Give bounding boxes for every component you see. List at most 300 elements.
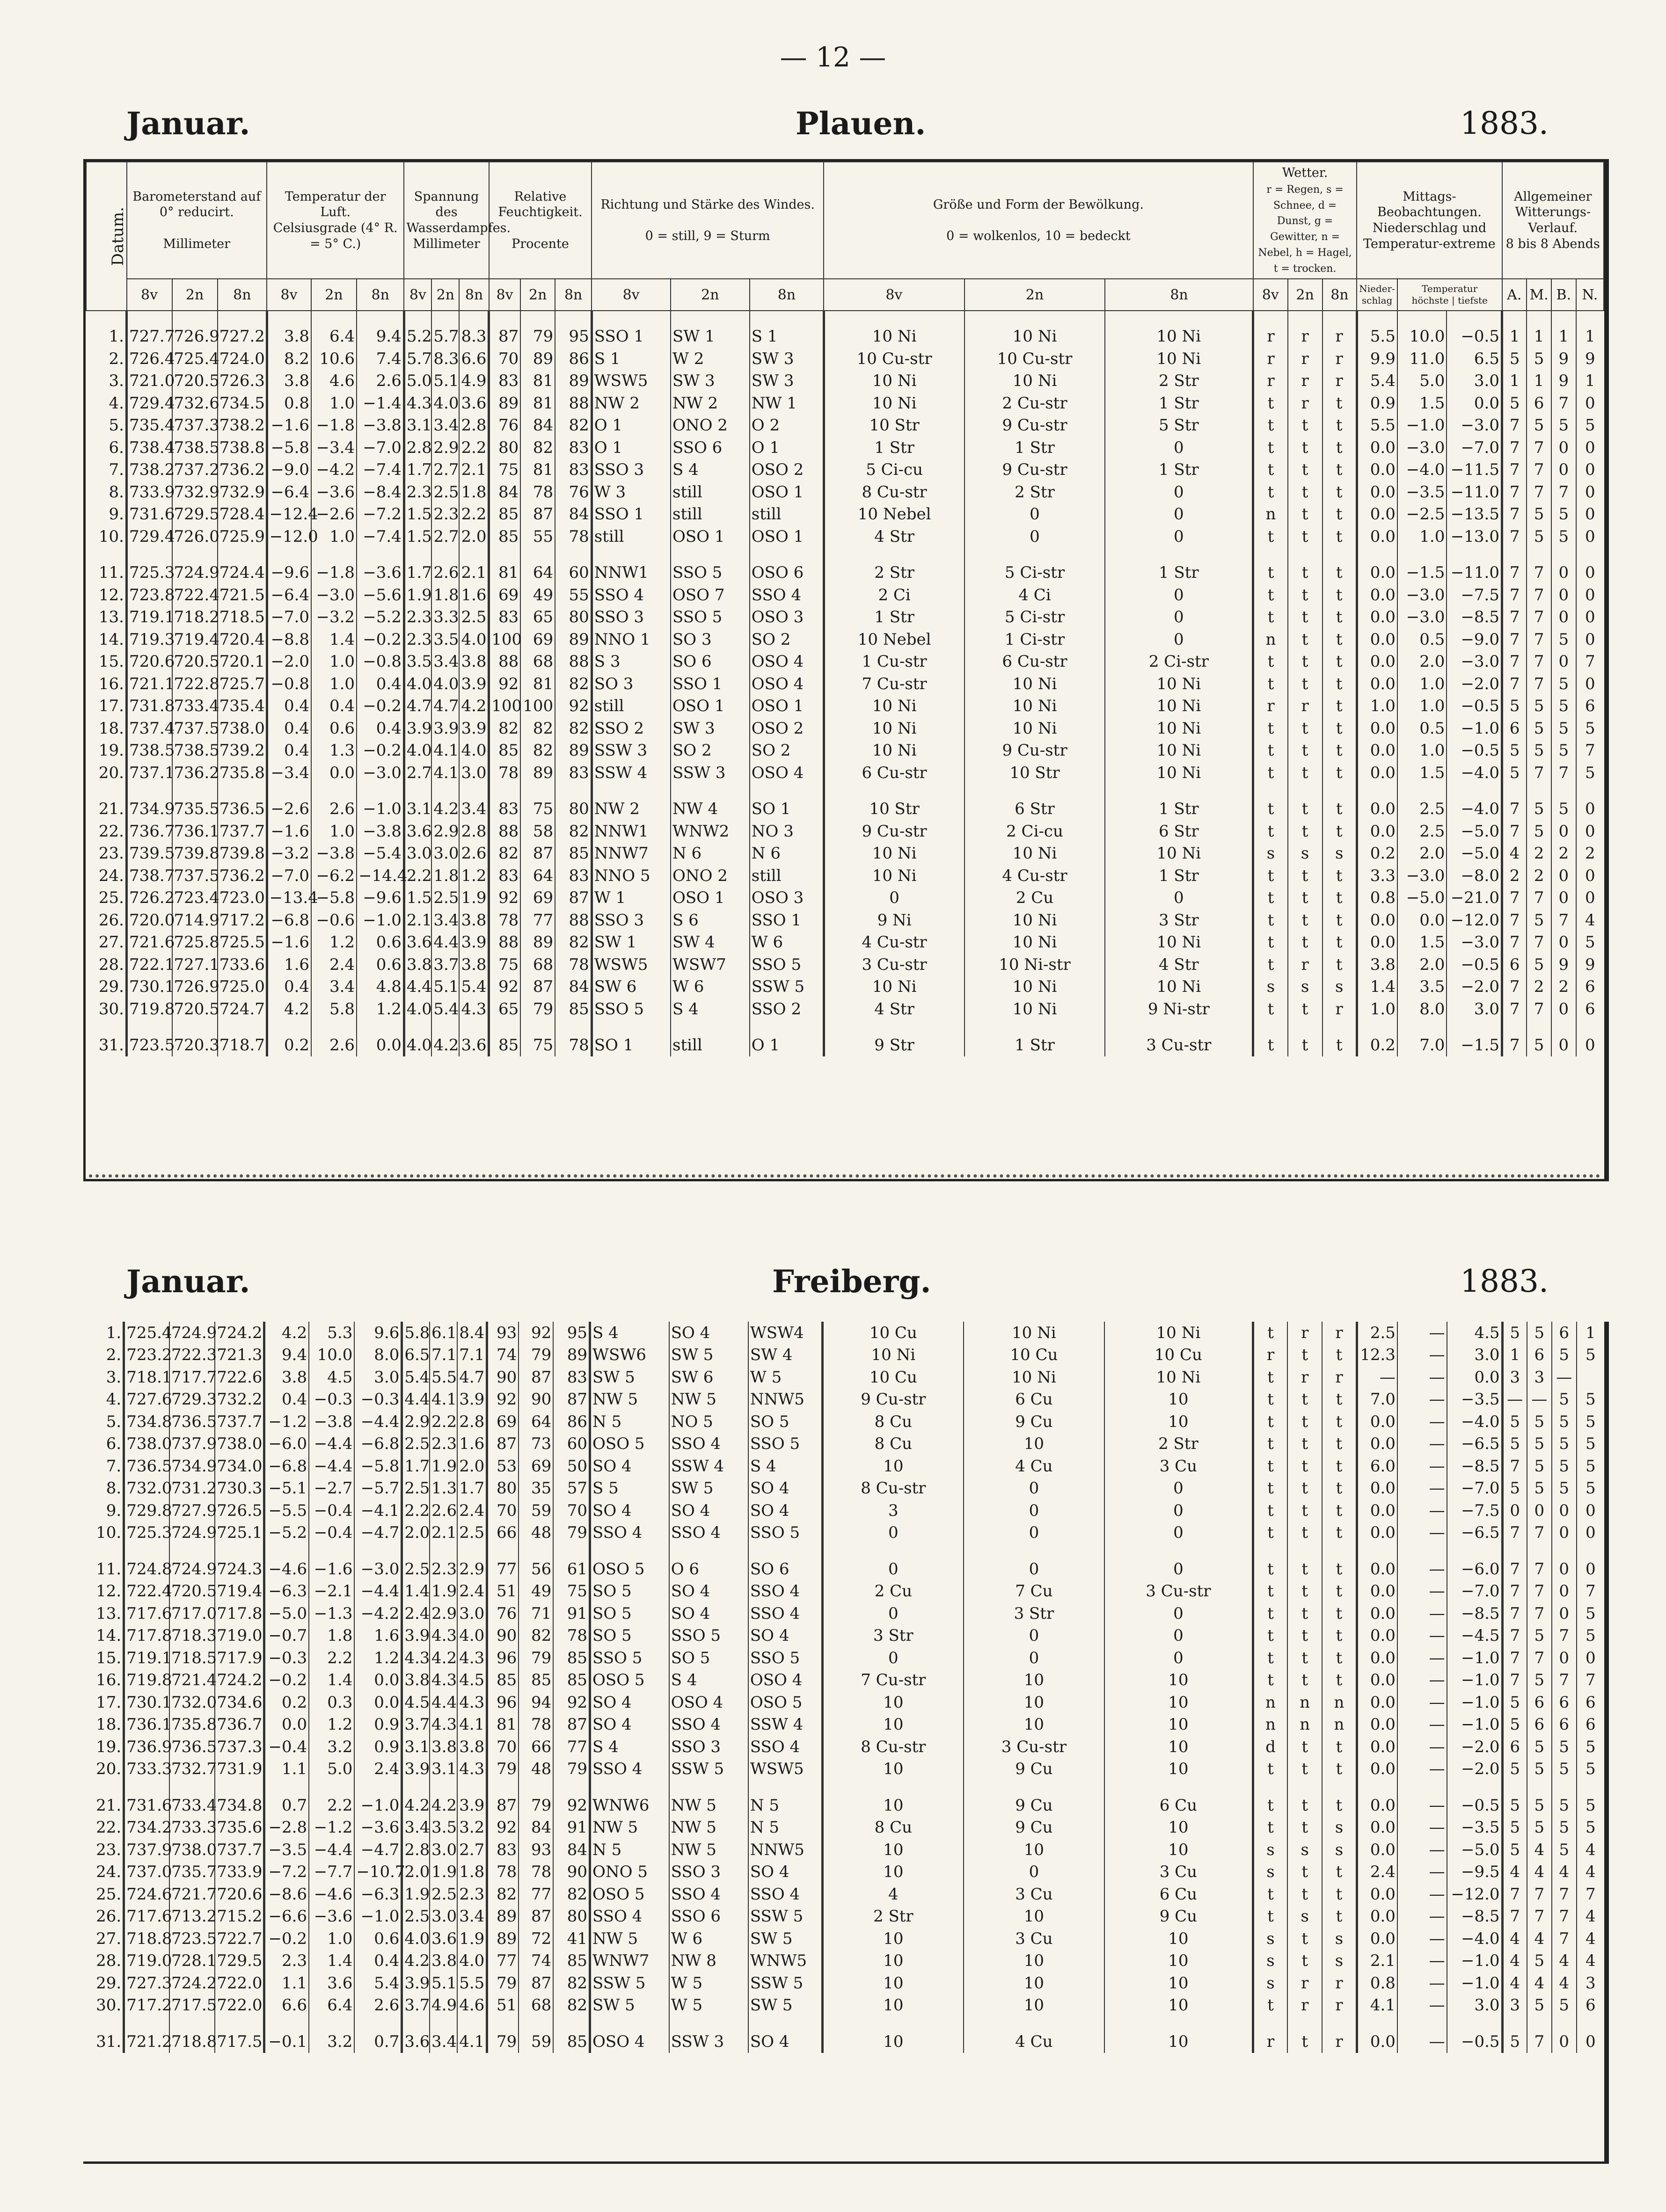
cell-vap-2n: 4.1 bbox=[431, 739, 459, 762]
cell-vap-2n: 2.3 bbox=[430, 1433, 457, 1455]
cell-tmax: 2.5 bbox=[1397, 798, 1447, 820]
gap-cell bbox=[520, 547, 555, 561]
gap-cell bbox=[218, 311, 267, 325]
cell-wind-8n: SO 2 bbox=[750, 739, 824, 762]
cell-hum-8v: 70 bbox=[489, 348, 521, 370]
cell-wx-2n: r bbox=[1288, 348, 1323, 370]
cell-wind-8n: SO 4 bbox=[748, 1477, 823, 1500]
cell-wind-8n: SSW 5 bbox=[750, 975, 824, 998]
cell-day: 21. bbox=[96, 1796, 122, 1815]
cell-wx-2n: t bbox=[1288, 503, 1323, 525]
cell-cloud-8n: 1 Str bbox=[1105, 392, 1253, 415]
cell-wind-2n: SW 5 bbox=[669, 1477, 748, 1500]
cell-wind-8v: SSO 4 bbox=[590, 1906, 669, 1928]
baro-8n: 8n bbox=[218, 279, 267, 311]
weather-8n: 8n bbox=[1323, 279, 1357, 311]
cell-gen-A: 7 bbox=[1502, 481, 1527, 503]
cell-vap-8n: 3.9 bbox=[459, 931, 489, 953]
cell-baro-8v: 721.2 bbox=[124, 2030, 169, 2053]
cell-precip: 1.0 bbox=[1357, 695, 1397, 717]
cell-precip: 2.4 bbox=[1357, 1861, 1397, 1884]
general-A: A. bbox=[1502, 279, 1527, 311]
cell-wx-8v: t bbox=[1253, 1433, 1287, 1455]
gap-cell bbox=[1447, 547, 1502, 561]
cell-wind-8n: SSO 5 bbox=[748, 1433, 823, 1455]
cell-temp-8n: 0.4 bbox=[354, 1950, 402, 1972]
cell-cloud-8v: 2 Str bbox=[824, 561, 965, 584]
cell-hum-8v: 82 bbox=[487, 1883, 519, 1906]
cell-wind-2n: N 6 bbox=[671, 842, 750, 865]
cell-gen-M: 7 bbox=[1527, 1883, 1552, 1906]
cell-vap-8v: 3.6 bbox=[404, 931, 431, 953]
gap-cell bbox=[750, 1020, 824, 1034]
cell-wind-8n: OSO 1 bbox=[750, 481, 824, 503]
cell-baro-8v: 720.0 bbox=[127, 909, 172, 931]
cell-wind-8n: OSO 4 bbox=[748, 1669, 823, 1692]
cell-vap-8n: 5.5 bbox=[457, 1972, 487, 1994]
cell-wx-8v: t bbox=[1253, 1669, 1287, 1692]
cloud-header: Größe und Form der Bewölkung. 0 = wolkenlos, 10 = bedeckt bbox=[824, 162, 1253, 279]
cell-gen-N: 4 bbox=[1577, 1906, 1604, 1928]
cell-vap-8n: 3.8 bbox=[459, 650, 489, 673]
cell-wx-8v: r bbox=[1253, 325, 1288, 348]
baro-header: Barometerstand auf 0° reducirt. Millimeter bbox=[127, 162, 267, 279]
cell-vap-8n: 3.8 bbox=[459, 909, 489, 931]
cell-hum-8n: 82 bbox=[555, 717, 592, 740]
cell-gen-B: 5 bbox=[1552, 1389, 1577, 1411]
cell-wind-8n: OSO 1 bbox=[750, 695, 824, 717]
midday-header: Mittags-Beobachtungen. Niederschlag und Temperatur-extreme bbox=[1357, 162, 1502, 279]
cell-wind-2n: SO 2 bbox=[671, 739, 750, 762]
cell-day: 29. bbox=[98, 977, 124, 996]
cell-wind-8n: N 5 bbox=[748, 1817, 823, 1839]
section-2-year: 1883. bbox=[1460, 1263, 1549, 1299]
gap-cell bbox=[1288, 547, 1323, 561]
cell-tmax: 0.5 bbox=[1397, 628, 1447, 651]
cell-hum-8n: 77 bbox=[553, 1736, 590, 1758]
cell-cloud-8v: 8 Cu bbox=[822, 1817, 963, 1839]
cell-gen-A: 5 bbox=[1502, 1758, 1527, 1781]
cell-wind-8v: SW 6 bbox=[592, 975, 671, 998]
cell-hum-2n: 77 bbox=[519, 1883, 553, 1906]
gap-cell bbox=[1577, 1780, 1604, 1794]
cell-wind-8v: SO 5 bbox=[590, 1580, 669, 1603]
cell-wx-8v: s bbox=[1253, 1972, 1287, 1994]
cell-temp-8v: −5.0 bbox=[264, 1602, 309, 1625]
cell-wx-8n: t bbox=[1323, 695, 1357, 717]
cell-temp-8n: −3.0 bbox=[354, 1558, 402, 1580]
cell-temp-2n: 6.4 bbox=[311, 325, 357, 348]
cell-temp-8v: −9.6 bbox=[267, 561, 311, 584]
cell-gen-M: 5 bbox=[1527, 1322, 1552, 1344]
cell-gen-B: 5 bbox=[1551, 628, 1576, 651]
cell-gen-N: 7 bbox=[1576, 739, 1604, 762]
cell-baro-8n: 735.8 bbox=[218, 762, 267, 784]
plauen-table bbox=[86, 161, 1604, 1056]
cell-gen-B: 5 bbox=[1552, 1455, 1577, 1477]
cell-temp-8v: 6.6 bbox=[264, 1994, 309, 2017]
cell-tmax: — bbox=[1397, 1794, 1447, 1817]
cell-gen-M: 5 bbox=[1527, 1994, 1552, 2017]
cell-baro-8v: 719.1 bbox=[127, 606, 172, 628]
cell-temp-8v: 4.2 bbox=[264, 1322, 309, 1344]
cell-gen-A: 4 bbox=[1502, 1928, 1527, 1950]
gap-cell bbox=[1105, 784, 1253, 798]
gap-cell bbox=[748, 1544, 823, 1558]
cell-vap-8v: 2.5 bbox=[402, 1477, 430, 1500]
gap-cell bbox=[1577, 2016, 1604, 2030]
cell-vap-8n: 4.3 bbox=[457, 1758, 487, 1781]
gap-cell bbox=[218, 784, 267, 798]
cell-gen-B: 4 bbox=[1552, 1861, 1577, 1884]
cell-gen-A: 7 bbox=[1502, 998, 1527, 1020]
cell-cloud-8v: 10 Ni bbox=[824, 975, 965, 998]
gap-cell bbox=[215, 1544, 264, 1558]
cell-temp-2n: −1.2 bbox=[309, 1817, 354, 1839]
cell-baro-8v: 719.8 bbox=[127, 998, 172, 1020]
cell-vap-8v: 2.3 bbox=[404, 628, 431, 651]
cell-day: 28. bbox=[96, 1951, 122, 1971]
cell-gen-A: 5 bbox=[1502, 1691, 1527, 1714]
gap-cell bbox=[1527, 2016, 1552, 2030]
cell-wind-8v: NNO 5 bbox=[592, 865, 671, 887]
cell-cloud-2n: 0 bbox=[964, 1647, 1104, 1669]
cell-wind-2n: NW 5 bbox=[669, 1839, 748, 1861]
cell-hum-2n: 69 bbox=[520, 628, 555, 651]
cell-tmax: — bbox=[1397, 1499, 1447, 1522]
cell-baro-2n: 727.1 bbox=[172, 953, 218, 976]
cell-cloud-8n: 0 bbox=[1105, 887, 1253, 909]
cell-wx-2n: t bbox=[1288, 650, 1323, 673]
cell-wx-8n: s bbox=[1323, 842, 1357, 865]
cell-wind-2n: NW 5 bbox=[669, 1794, 748, 1817]
cell-gen-M: 5 bbox=[1527, 1950, 1552, 1972]
cell-vap-2n: 3.4 bbox=[431, 909, 459, 931]
cell-wind-8v: SO 5 bbox=[590, 1602, 669, 1625]
cell-wx-2n: t bbox=[1287, 1455, 1322, 1477]
cell-wind-2n: W 5 bbox=[669, 1994, 748, 2017]
cell-vap-8v: 5.7 bbox=[404, 348, 431, 370]
gap-cell bbox=[1527, 547, 1551, 561]
cell-vap-8n: 8.4 bbox=[457, 1322, 487, 1344]
cell-vap-8v: 3.6 bbox=[404, 820, 431, 843]
cell-hum-8n: 83 bbox=[555, 458, 592, 481]
gap-cell bbox=[1253, 2016, 1287, 2030]
gap-cell bbox=[1502, 2016, 1527, 2030]
gap-cell bbox=[457, 2016, 487, 2030]
cell-vap-2n: 4.2 bbox=[431, 798, 459, 820]
cell-gen-B: 7 bbox=[1552, 1928, 1577, 1950]
cell-temp-8v: −1.6 bbox=[267, 820, 311, 843]
cell-baro-8n: 733.9 bbox=[215, 1861, 264, 1884]
cell-wx-8n: n bbox=[1322, 1691, 1357, 1714]
cell-wind-8v: still bbox=[592, 695, 671, 717]
cell-gen-B: 5 bbox=[1551, 673, 1576, 695]
cell-cloud-2n: 4 Cu-str bbox=[965, 865, 1105, 887]
table-row bbox=[86, 998, 1604, 1020]
cell-wx-8n: r bbox=[1323, 370, 1357, 392]
cell-tmin: −2.0 bbox=[1447, 1758, 1502, 1781]
cell-vap-2n: 4.4 bbox=[430, 1691, 457, 1714]
gap-cell bbox=[127, 1020, 172, 1034]
gap-cell bbox=[1357, 547, 1397, 561]
cell-wind-8n: SSO 1 bbox=[750, 909, 824, 931]
cell-temp-2n: 5.0 bbox=[309, 1758, 354, 1781]
cell-hum-2n: 74 bbox=[519, 1950, 553, 1972]
cell-gen-A: 7 bbox=[1502, 1647, 1527, 1669]
cell-tmax: — bbox=[1397, 1580, 1447, 1603]
cell-wx-8v: s bbox=[1253, 975, 1288, 998]
gap-cell bbox=[1357, 784, 1397, 798]
cell-cloud-8n: 10 bbox=[1104, 1411, 1253, 1433]
cell-tmax: 8.0 bbox=[1397, 998, 1447, 1020]
cell-wx-8v: t bbox=[1253, 606, 1288, 628]
cell-vap-8n: 3.4 bbox=[457, 1906, 487, 1928]
cell-wx-8n: t bbox=[1322, 1344, 1357, 1367]
gap-cell bbox=[1502, 311, 1527, 325]
cell-cloud-8v: 9 Cu-str bbox=[824, 820, 965, 843]
cell-cloud-8v: 3 Str bbox=[822, 1625, 963, 1647]
cell-vap-8v: 4.0 bbox=[404, 673, 431, 695]
cell-wind-8n: N 6 bbox=[750, 842, 824, 865]
cell-cloud-8n: 10 bbox=[1104, 1817, 1253, 1839]
cell-vap-2n: 4.1 bbox=[431, 762, 459, 784]
cell-baro-2n: 733.4 bbox=[169, 1794, 215, 1817]
cell-tmin: −1.0 bbox=[1447, 1691, 1502, 1714]
cell-wind-2n: NW 8 bbox=[669, 1950, 748, 1972]
cell-baro-8n: 736.5 bbox=[218, 798, 267, 820]
wind-header: Richtung und Stärke des Windes. 0 = still, 9 = Sturm bbox=[592, 162, 824, 279]
cell-vap-8v: 4.7 bbox=[404, 695, 431, 717]
gap-cell bbox=[1397, 1020, 1447, 1034]
cell-baro-8v: 723.8 bbox=[127, 584, 172, 606]
cell-precip: 6.0 bbox=[1357, 1455, 1397, 1477]
cell-gen-B: 5 bbox=[1552, 1477, 1577, 1500]
cell-hum-8v: 92 bbox=[489, 975, 521, 998]
cell-gen-A: 4 bbox=[1502, 1950, 1527, 1972]
cell-hum-8v: 85 bbox=[487, 1669, 519, 1692]
cell-hum-8v: 89 bbox=[489, 392, 521, 415]
cell-gen-A: 7 bbox=[1502, 1034, 1527, 1056]
cell-tmax: 1.5 bbox=[1397, 392, 1447, 415]
cell-precip: 0.8 bbox=[1357, 887, 1397, 909]
cell-hum-2n: 82 bbox=[520, 437, 555, 459]
cell-temp-8n: 0.9 bbox=[354, 1714, 402, 1736]
cell-temp-2n: −4.6 bbox=[309, 1883, 354, 1906]
cell-temp-8v: −12.4 bbox=[267, 503, 311, 525]
cell-gen-M: 5 bbox=[1527, 1817, 1552, 1839]
cell-baro-8v: 721.0 bbox=[127, 370, 172, 392]
table-row bbox=[83, 1972, 1604, 1994]
section-separator bbox=[89, 1174, 1600, 1178]
cell-baro-8v: 719.8 bbox=[124, 1669, 169, 1692]
cell-vap-2n: 1.9 bbox=[430, 1580, 457, 1603]
cell-gen-A: 2 bbox=[1502, 865, 1527, 887]
cell-wx-8n: t bbox=[1323, 762, 1357, 784]
gap-cell bbox=[127, 311, 172, 325]
cell-wx-2n: t bbox=[1287, 1389, 1322, 1411]
gap-cell bbox=[357, 1020, 404, 1034]
cell-vap-8v: 4.0 bbox=[404, 1034, 431, 1056]
cell-vap-2n: 1.9 bbox=[430, 1455, 457, 1477]
gap-cell bbox=[86, 784, 127, 798]
cell-vap-8n: 2.6 bbox=[459, 842, 489, 865]
cell-baro-8v: 723.2 bbox=[124, 1344, 169, 1367]
section-2-month: Januar. bbox=[126, 1263, 250, 1300]
cell-cloud-8n: 10 bbox=[1104, 1928, 1253, 1950]
gap-cell bbox=[750, 311, 824, 325]
wind-8v: 8v bbox=[592, 279, 671, 311]
cell-temp-2n: 10.0 bbox=[309, 1344, 354, 1367]
cell-cloud-8n: 0 bbox=[1104, 1558, 1253, 1580]
cell-cloud-8n: 0 bbox=[1105, 437, 1253, 459]
cell-gen-B: 5 bbox=[1552, 1736, 1577, 1758]
cell-cloud-2n: 3 Cu-str bbox=[964, 1736, 1104, 1758]
cell-cloud-2n: 4 Cu bbox=[964, 1455, 1104, 1477]
cell-wind-2n: SSO 5 bbox=[669, 1625, 748, 1647]
cell-gen-N: 5 bbox=[1577, 1758, 1604, 1781]
cell-day: 20. bbox=[96, 1760, 122, 1779]
cell-wx-8n: s bbox=[1322, 1950, 1357, 1972]
cell-gen-N: 1 bbox=[1576, 370, 1604, 392]
cell-wind-8v: OSO 5 bbox=[590, 1433, 669, 1455]
table-row bbox=[86, 887, 1604, 909]
cell-hum-8v: 75 bbox=[489, 953, 521, 976]
cell-gen-M: 2 bbox=[1527, 865, 1551, 887]
table-row bbox=[86, 798, 1604, 820]
cell-gen-N: 0 bbox=[1576, 865, 1604, 887]
cell-precip: 0.0 bbox=[1357, 1411, 1397, 1433]
table-row bbox=[86, 525, 1604, 548]
cell-vap-2n: 3.8 bbox=[430, 1950, 457, 1972]
cell-hum-8v: 80 bbox=[489, 437, 521, 459]
cell-baro-2n: 737.3 bbox=[172, 414, 218, 437]
cell-hum-2n: 82 bbox=[519, 1625, 553, 1647]
cell-hum-8n: 89 bbox=[555, 739, 592, 762]
cell-hum-8n: 92 bbox=[553, 1691, 590, 1714]
cell-gen-N: 4 bbox=[1577, 1950, 1604, 1972]
cell-hum-2n: 92 bbox=[519, 1322, 553, 1344]
cell-day: 31. bbox=[96, 2032, 122, 2051]
cell-hum-8n: 80 bbox=[555, 798, 592, 820]
cell-wind-2n: W 6 bbox=[669, 1928, 748, 1950]
cell-wx-8n: t bbox=[1323, 953, 1357, 976]
gap-cell bbox=[83, 1544, 124, 1558]
gap-cell bbox=[402, 1780, 430, 1794]
cell-baro-8v: 729.4 bbox=[127, 392, 172, 415]
cell-cloud-2n: 10 Ni bbox=[965, 695, 1105, 717]
cell-hum-8v: 85 bbox=[489, 525, 521, 548]
cell-gen-A: 7 bbox=[1502, 820, 1527, 843]
cell-gen-A: 5 bbox=[1502, 1794, 1527, 1817]
cell-temp-8v: −6.0 bbox=[264, 1433, 309, 1455]
gap-cell bbox=[309, 1544, 354, 1558]
gap-cell bbox=[592, 547, 671, 561]
cell-cloud-2n: 0 bbox=[964, 1558, 1104, 1580]
cell-cloud-8v: 4 Cu-str bbox=[824, 931, 965, 953]
cell-cloud-8v: 10 bbox=[822, 1994, 963, 2017]
cell-wind-8n: SSO 5 bbox=[750, 953, 824, 976]
cell-wx-2n: t bbox=[1288, 887, 1323, 909]
cell-wind-8n: SSO 2 bbox=[750, 998, 824, 1020]
gap-cell bbox=[1288, 784, 1323, 798]
cell-gen-A: 7 bbox=[1502, 1558, 1527, 1580]
cell-gen-A: 5 bbox=[1502, 1714, 1527, 1736]
cell-tmax: — bbox=[1397, 1522, 1447, 1544]
cell-vap-8v: 2.1 bbox=[404, 909, 431, 931]
cell-baro-2n: 720.5 bbox=[172, 998, 218, 1020]
cell-baro-8v: 738.4 bbox=[127, 437, 172, 459]
cell-vap-8v: 1.7 bbox=[404, 458, 431, 481]
cell-vap-8v: 3.8 bbox=[404, 953, 431, 976]
cell-gen-M: 7 bbox=[1527, 998, 1551, 1020]
gap-cell bbox=[404, 311, 431, 325]
cell-temp-2n: −5.8 bbox=[311, 887, 357, 909]
cell-gen-N: 5 bbox=[1576, 414, 1604, 437]
cell-vap-8v: 2.2 bbox=[402, 1499, 430, 1522]
cell-temp-2n: −2.6 bbox=[311, 503, 357, 525]
gap-cell bbox=[1357, 311, 1397, 325]
gap-cell bbox=[215, 2016, 264, 2030]
cell-tmin: −2.0 bbox=[1447, 673, 1502, 695]
cell-wx-2n: t bbox=[1287, 2030, 1322, 2053]
cell-precip: 9.9 bbox=[1357, 348, 1397, 370]
cell-cloud-8n: 0 bbox=[1105, 503, 1253, 525]
cell-day: 15. bbox=[96, 1648, 122, 1667]
cell-temp-8n: −5.2 bbox=[357, 606, 404, 628]
cell-baro-8v: 734.8 bbox=[124, 1411, 169, 1433]
cell-baro-8v: 718.1 bbox=[124, 1366, 169, 1389]
cell-day: 21. bbox=[98, 800, 124, 818]
cell-wind-8v: SO 4 bbox=[590, 1499, 669, 1522]
table-row bbox=[83, 1691, 1604, 1714]
cell-vap-2n: 1.9 bbox=[430, 1861, 457, 1884]
gap-cell bbox=[824, 1020, 965, 1034]
cell-wind-8v: WSW6 bbox=[590, 1344, 669, 1367]
cell-gen-M: 7 bbox=[1527, 1647, 1552, 1669]
gap-cell bbox=[1576, 1020, 1604, 1034]
cell-temp-8n: 9.4 bbox=[357, 325, 404, 348]
cell-temp-8n: −1.0 bbox=[357, 909, 404, 931]
cell-tmax: −4.0 bbox=[1397, 458, 1447, 481]
cell-gen-M: 7 bbox=[1527, 628, 1551, 651]
cell-hum-8n: 88 bbox=[555, 909, 592, 931]
cell-day: 12. bbox=[96, 1582, 122, 1601]
cell-tmax: — bbox=[1397, 1647, 1447, 1669]
cell-hum-8n: 82 bbox=[553, 1883, 590, 1906]
cell-baro-8v: 733.9 bbox=[127, 481, 172, 503]
cell-vap-8n: 4.1 bbox=[457, 1714, 487, 1736]
cell-vap-2n: 3.1 bbox=[430, 1758, 457, 1781]
cell-gen-M: 7 bbox=[1527, 1522, 1552, 1544]
cell-hum-8n: 95 bbox=[553, 1322, 590, 1344]
cell-wx-8v: t bbox=[1253, 1817, 1287, 1839]
cell-temp-2n: −0.4 bbox=[309, 1522, 354, 1544]
cell-tmax: — bbox=[1397, 1817, 1447, 1839]
cell-baro-2n: 733.4 bbox=[172, 695, 218, 717]
cell-precip: 0.0 bbox=[1357, 458, 1397, 481]
cell-gen-N: 6 bbox=[1577, 1714, 1604, 1736]
cell-wx-2n: t bbox=[1287, 1522, 1322, 1544]
cell-gen-B: 4 bbox=[1552, 1950, 1577, 1972]
cell-gen-A: 7 bbox=[1502, 584, 1527, 606]
cell-baro-2n: 733.3 bbox=[169, 1817, 215, 1839]
cell-baro-8n: 725.0 bbox=[218, 975, 267, 998]
cell-tmax: 3.5 bbox=[1397, 975, 1447, 998]
cell-cloud-2n: 10 bbox=[964, 1950, 1104, 1972]
cell-vap-8v: 4.0 bbox=[402, 1928, 430, 1950]
cell-baro-2n: 714.9 bbox=[172, 909, 218, 931]
